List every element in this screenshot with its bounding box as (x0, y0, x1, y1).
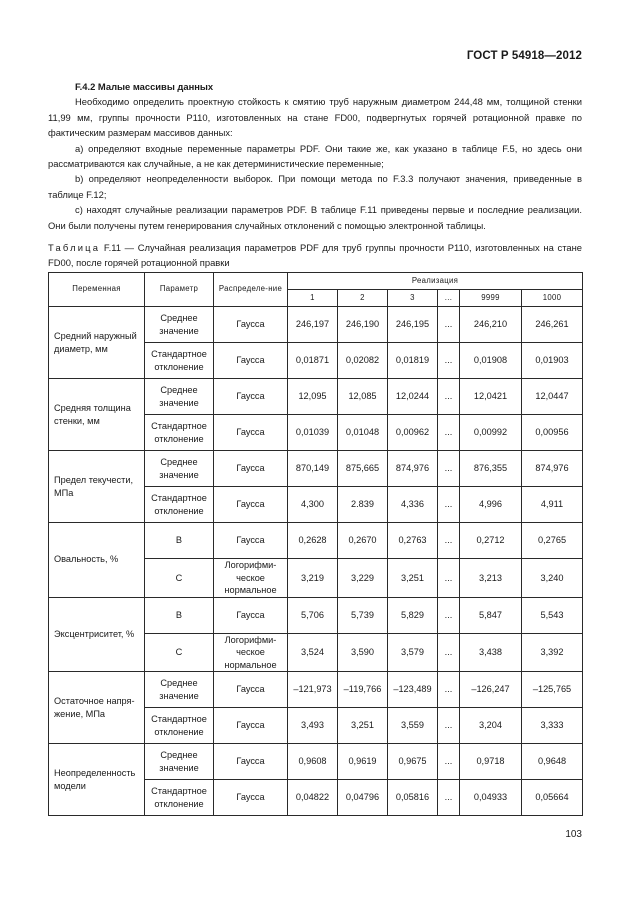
cell-value: 5,739 (338, 597, 388, 633)
cell-variable: Остаточное напря-жение, МПа (49, 672, 145, 744)
paragraph: a) определяют входные переменные параметры PDF. Они такие же, как указано в таблице F.5, но здесь они рассматриваются как случайные, а не как детерминистические переменные; (48, 142, 582, 170)
header-variable: Переменная (49, 273, 145, 307)
cell-value: 4,300 (288, 487, 338, 523)
cell-value: 5,543 (522, 597, 583, 633)
cell-value: 875,665 (338, 451, 388, 487)
cell-value: 0,01048 (338, 415, 388, 451)
cell-value: 0,9619 (338, 744, 388, 780)
cell-value: 0,00992 (460, 415, 522, 451)
header-col: ... (438, 290, 460, 307)
cell-distribution: Гаусса (214, 379, 288, 415)
cell-distribution: Гаусса (214, 523, 288, 559)
cell-value: 4,911 (522, 487, 583, 523)
paragraph: b) определяют неопределенности выборок. При помощи метода по F.3.3 получают значения, приведенные в таблице F.12; (48, 173, 582, 200)
table-row (49, 307, 583, 343)
cell-value: 3,240 (522, 559, 583, 598)
cell-variable: Овальность, % (49, 523, 145, 598)
cell-parameter: Среднее значение (145, 672, 214, 708)
cell-value: 874,976 (388, 451, 438, 487)
cell-value: ... (438, 523, 460, 559)
cell-value: 3,204 (460, 708, 522, 744)
cell-value: 5,706 (288, 597, 338, 633)
cell-value: 0,2765 (522, 523, 583, 559)
cell-value: –125,765 (522, 672, 583, 708)
cell-value: 0,2670 (338, 523, 388, 559)
cell-variable: Эксцентриситет, % (49, 597, 145, 672)
realization-table (48, 272, 583, 816)
cell-value: –119,766 (338, 672, 388, 708)
cell-value: 5,847 (460, 597, 522, 633)
cell-value: 246,197 (288, 307, 338, 343)
cell-value: 3,213 (460, 559, 522, 598)
cell-value: 3,333 (522, 708, 583, 744)
body-text (48, 79, 582, 233)
cell-value: 4,336 (388, 487, 438, 523)
header-col: 9999 (460, 290, 522, 307)
cell-value: 0,2712 (460, 523, 522, 559)
cell-value: –126,247 (460, 672, 522, 708)
cell-value: 3,524 (288, 633, 338, 672)
cell-distribution: Логорифми-ческое нормальное (214, 633, 288, 672)
header-realization: Реализация (288, 273, 583, 290)
cell-distribution: Гаусса (214, 343, 288, 379)
cell-parameter: Стандартное отклонение (145, 415, 214, 451)
cell-value: 0,9675 (388, 744, 438, 780)
cell-value: ... (438, 744, 460, 780)
table-row (49, 672, 583, 708)
cell-value: 12,0421 (460, 379, 522, 415)
cell-value: 0,2763 (388, 523, 438, 559)
cell-value: 0,01039 (288, 415, 338, 451)
cell-value: 12,0447 (522, 379, 583, 415)
cell-value: 0,04796 (338, 780, 388, 816)
cell-parameter: C (145, 633, 214, 672)
cell-value: ... (438, 379, 460, 415)
cell-value: 0,02082 (338, 343, 388, 379)
cell-value: 12,085 (338, 379, 388, 415)
cell-value: –123,489 (388, 672, 438, 708)
cell-value: 246,190 (338, 307, 388, 343)
cell-parameter: C (145, 559, 214, 598)
cell-value: 0,04822 (288, 780, 338, 816)
table-caption-label: Таблица (48, 242, 101, 253)
cell-parameter: Стандартное отклонение (145, 708, 214, 744)
cell-value: 12,0244 (388, 379, 438, 415)
cell-distribution: Гаусса (214, 708, 288, 744)
cell-value: ... (438, 597, 460, 633)
cell-parameter: B (145, 597, 214, 633)
table-row (49, 379, 583, 415)
header-col: 1000 (522, 290, 583, 307)
cell-variable: Средний наружный диаметр, мм (49, 307, 145, 379)
cell-value: 0,01871 (288, 343, 338, 379)
header-distribution: Распределе-ние (214, 273, 288, 307)
section-title: F.4.2 Малые массивы данных (75, 81, 214, 92)
table-row (49, 597, 583, 633)
cell-value: 0,04933 (460, 780, 522, 816)
cell-value: 0,00956 (522, 415, 583, 451)
cell-value: 3,438 (460, 633, 522, 672)
cell-value: ... (438, 559, 460, 598)
cell-value: 0,9718 (460, 744, 522, 780)
cell-value: 5,829 (388, 597, 438, 633)
cell-parameter: Среднее значение (145, 379, 214, 415)
cell-variable: Предел текучести, МПа (49, 451, 145, 523)
cell-parameter: Стандартное отклонение (145, 780, 214, 816)
cell-distribution: Гаусса (214, 415, 288, 451)
cell-value: ... (438, 343, 460, 379)
cell-value: ... (438, 672, 460, 708)
cell-value: 874,976 (522, 451, 583, 487)
cell-distribution: Гаусса (214, 487, 288, 523)
paragraph: Необходимо определить проектную стойкость к смятию труб наружным диаметром 244,48 мм, толщиной стенки 11,99 мм, группы прочности P110, изготовленных на стане FD00, подвергнутых горячей ротационной правке по фактическим размерам массивов данных: (48, 96, 582, 139)
cell-parameter: Среднее значение (145, 307, 214, 343)
cell-parameter: B (145, 523, 214, 559)
cell-value: ... (438, 487, 460, 523)
cell-parameter: Среднее значение (145, 744, 214, 780)
cell-value: 0,00962 (388, 415, 438, 451)
cell-value: 0,2628 (288, 523, 338, 559)
cell-value: 3,590 (338, 633, 388, 672)
cell-value: 0,05816 (388, 780, 438, 816)
cell-value: 3,251 (338, 708, 388, 744)
cell-distribution: Гаусса (214, 672, 288, 708)
header-col: 3 (388, 290, 438, 307)
cell-value: 3,219 (288, 559, 338, 598)
cell-value: ... (438, 307, 460, 343)
paragraph: c) находят случайные реализации параметров PDF. В таблице F.11 приведены первые и последние реализации. Они были получены путем генерирования случайных отклонений с помощью электронной таблицы. (48, 204, 582, 231)
cell-value: 0,01908 (460, 343, 522, 379)
cell-value: 3,392 (522, 633, 583, 672)
cell-parameter: Стандартное отклонение (145, 487, 214, 523)
cell-value: 0,01819 (388, 343, 438, 379)
cell-value: 0,01903 (522, 343, 583, 379)
cell-distribution: Гаусса (214, 307, 288, 343)
table-row (49, 523, 583, 559)
cell-variable: Средняя толщина стенки, мм (49, 379, 145, 451)
document-header: ГОСТ Р 54918—2012 (466, 50, 582, 62)
cell-value: ... (438, 415, 460, 451)
cell-value: 3,229 (338, 559, 388, 598)
table-row (49, 451, 583, 487)
cell-distribution: Логорифми-ческое нормальное (214, 559, 288, 598)
cell-value: 0,9608 (288, 744, 338, 780)
cell-distribution: Гаусса (214, 451, 288, 487)
cell-value: 0,05664 (522, 780, 583, 816)
page-number: 103 (565, 829, 582, 840)
cell-value: 246,261 (522, 307, 583, 343)
cell-value: 0,9648 (522, 744, 583, 780)
cell-parameter: Среднее значение (145, 451, 214, 487)
cell-value: ... (438, 708, 460, 744)
cell-value: 3,579 (388, 633, 438, 672)
header-col: 2 (338, 290, 388, 307)
table-caption (48, 240, 582, 271)
table-row (49, 744, 583, 780)
cell-value: 870,149 (288, 451, 338, 487)
cell-value: 12,095 (288, 379, 338, 415)
cell-value: 3,559 (388, 708, 438, 744)
cell-distribution: Гаусса (214, 744, 288, 780)
table-body (49, 307, 583, 816)
cell-distribution: Гаусса (214, 780, 288, 816)
cell-value: 876,355 (460, 451, 522, 487)
cell-value: 246,195 (388, 307, 438, 343)
cell-value: –121,973 (288, 672, 338, 708)
cell-value: 3,251 (388, 559, 438, 598)
cell-value: 4,996 (460, 487, 522, 523)
cell-value: ... (438, 633, 460, 672)
header-col: 1 (288, 290, 338, 307)
table-caption-text: F.11 — Случайная реализация параметров PDF для труб группы прочности P110, изготовленных на стане FD00, после горячей ротационной правки (48, 242, 582, 269)
cell-value: 246,210 (460, 307, 522, 343)
cell-variable: Неопределенность модели (49, 744, 145, 816)
cell-value: ... (438, 451, 460, 487)
cell-distribution: Гаусса (214, 597, 288, 633)
cell-value: 2.839 (338, 487, 388, 523)
header-parameter: Параметр (145, 273, 214, 307)
cell-parameter: Стандартное отклонение (145, 343, 214, 379)
cell-value: 3,493 (288, 708, 338, 744)
cell-value: ... (438, 780, 460, 816)
